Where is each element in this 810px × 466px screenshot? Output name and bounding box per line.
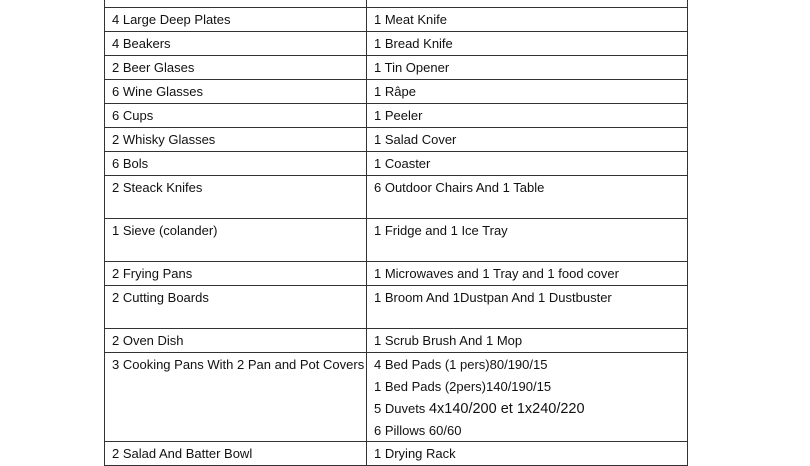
table-row (105, 442, 688, 466)
table-row (105, 219, 688, 262)
table-row (105, 128, 688, 152)
left-cell: 6 Bols (105, 152, 367, 176)
left-cell: 4 Beakers (105, 32, 367, 56)
left-cell: 1 Sieve (colander) (105, 219, 367, 262)
right-cell: 1 Microwaves and 1 Tray and 1 food cover (367, 262, 688, 286)
table-row (105, 80, 688, 104)
table-row (105, 353, 688, 442)
right-cell: 1 Râpe (367, 80, 688, 104)
right-cell: 1 Coaster (367, 152, 688, 176)
right-cell: 1 Salad Cover (367, 128, 688, 152)
table-row (105, 8, 688, 32)
left-cell: 2 Salad And Batter Bowl (105, 442, 367, 466)
right-cell: 1 Scrub Brush And 1 Mop (367, 329, 688, 353)
table-row (105, 286, 688, 329)
left-cell: 2 Beer Glases (105, 56, 367, 80)
table-row (105, 152, 688, 176)
left-cell (105, 0, 367, 8)
right-cell: 6 Outdoor Chairs And 1 Table (367, 176, 688, 219)
bed-pads-single-line: 4 Bed Pads (1 pers)80/190/15 (374, 357, 548, 372)
right-cell: 1 Broom And 1Dustpan And 1 Dustbuster (367, 286, 688, 329)
table-row (105, 56, 688, 80)
left-cell: 2 Frying Pans (105, 262, 367, 286)
pillows-line: 6 Pillows 60/60 (374, 423, 462, 438)
left-cell: 2 Cutting Boards (105, 286, 367, 329)
duvets-count: 5 Duvets (374, 401, 426, 416)
duvet-sizes: 4x140/200 et 1x240/220 (428, 401, 585, 417)
left-cell: 4 Large Deep Plates (105, 8, 367, 32)
table-row (105, 0, 688, 8)
right-cell: 1 Fridge and 1 Ice Tray (367, 219, 688, 262)
table-row (105, 32, 688, 56)
left-cell: 3 Cooking Pans With 2 Pan and Pot Covers (105, 353, 367, 442)
left-cell: 2 Whisky Glasses (105, 128, 367, 152)
left-cell: 2 Steack Knifes (105, 176, 367, 219)
left-cell: 2 Oven Dish (105, 329, 367, 353)
table-row (105, 262, 688, 286)
duvets-line (374, 397, 687, 419)
table-row (105, 104, 688, 128)
right-cell (367, 0, 688, 8)
right-cell (367, 353, 688, 442)
left-cell: 6 Cups (105, 104, 367, 128)
table-row (105, 329, 688, 353)
inventory-table (104, 0, 688, 466)
right-cell: 1 Tin Opener (367, 56, 688, 80)
table-row (105, 176, 688, 219)
right-cell: 1 Peeler (367, 104, 688, 128)
right-cell: 1 Drying Rack (367, 442, 688, 466)
bed-pads-double-line: 1 Bed Pads (2pers)140/190/15 (374, 379, 552, 394)
right-cell: 1 Meat Knife (367, 8, 688, 32)
left-cell: 6 Wine Glasses (105, 80, 367, 104)
right-cell: 1 Bread Knife (367, 32, 688, 56)
